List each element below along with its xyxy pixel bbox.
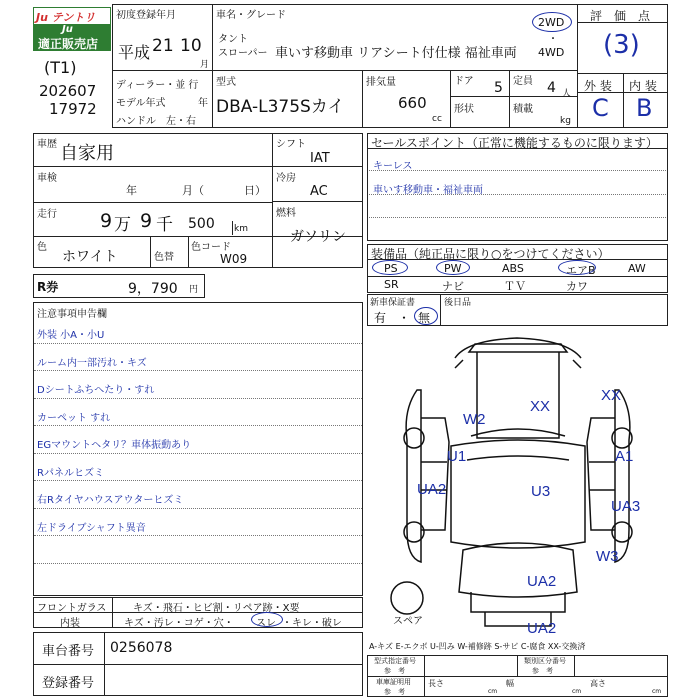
model-value: DBA-L375Sカイ xyxy=(216,97,345,117)
registration-year: 21 xyxy=(152,36,174,56)
history-value: 自家用 xyxy=(60,143,114,164)
spare-label: スペア xyxy=(393,616,423,627)
equipment-airbag-circle xyxy=(558,260,596,275)
inspection-year: 年 xyxy=(126,184,137,197)
note-item: 外装 小A・小U xyxy=(37,330,105,341)
score-value: (3) xyxy=(603,30,640,60)
equipment-ps: PS xyxy=(384,262,398,275)
warranty-value: 有 ・ xyxy=(374,311,411,325)
logo-bottom: Ju 適正販売店 xyxy=(34,24,110,50)
handle-label: ハンドル 左・右 xyxy=(116,116,196,127)
damage-mark: W2 xyxy=(463,411,486,428)
grade-sub: スローパー xyxy=(218,48,268,59)
warranty-circle xyxy=(414,307,438,325)
ac-label: 冷房 xyxy=(276,173,296,184)
model-year-unit: 年 xyxy=(198,98,208,109)
interior-cond-circle xyxy=(251,612,283,627)
inspection-month: 月（ xyxy=(182,184,204,197)
damage-mark: XX xyxy=(601,387,622,404)
grade-label: 車名・グレード xyxy=(216,10,286,21)
damage-mark: UA2 xyxy=(417,481,447,498)
equipment-pw: PW xyxy=(444,262,462,275)
damage-mark: W3 xyxy=(596,548,619,565)
sales-points-label: セールスポイント（正常に機能するものに限ります） xyxy=(371,136,658,150)
damage-mark: U3 xyxy=(531,483,551,500)
car-diagram xyxy=(367,330,668,640)
registration-era: 平成 xyxy=(118,43,151,62)
equipment-leather: カワ xyxy=(566,280,588,293)
damage-mark: UA2 xyxy=(527,620,557,637)
note-item: Dシートふちへたり・すれ xyxy=(37,385,155,396)
equipment-aw: AW xyxy=(628,262,646,275)
windshield-value: キズ・飛石・ヒビ割・リペア跡・X要 xyxy=(133,603,300,614)
drive-2wd: 2WD xyxy=(538,16,565,29)
equipment-navi: ナビ xyxy=(442,280,464,293)
equipment-tv: ＴＶ xyxy=(504,280,526,293)
exterior-value: C xyxy=(592,94,609,122)
recycle-label: R券 xyxy=(37,280,59,294)
footer-ref3: 参 考 xyxy=(384,688,405,696)
damage-legend: A-キズ E-エクボ U-凹み W-補修跡 S-サビ C-腐食 XX-交換済 xyxy=(369,642,586,651)
warranty-circled: 無 xyxy=(418,311,431,325)
footer-cert: 車庫証明用 xyxy=(376,678,411,686)
mileage-rest: 500 xyxy=(188,216,215,232)
chassis-value: 0256078 xyxy=(110,640,173,656)
reg-number-label: 登録番号 xyxy=(42,676,95,691)
logo xyxy=(33,7,111,51)
color-code: W09 xyxy=(220,252,248,266)
shift-value: IAT xyxy=(310,151,330,166)
capacity-unit: 人 xyxy=(562,89,572,99)
equipment-airbag: エアB xyxy=(566,264,596,277)
grade-full: 車いす移動車 リアシート付仕様 福祉車両 xyxy=(275,46,517,61)
footer-length: 長さ xyxy=(428,679,444,688)
footer-height: 高さ xyxy=(590,679,606,688)
load-label: 積載 xyxy=(513,104,533,115)
dealer-label: ディーラー・並 行 xyxy=(116,80,199,91)
footer-designation: 型式指定番号 xyxy=(374,657,416,665)
mileage-unit: km xyxy=(234,224,248,234)
recycle-box xyxy=(33,274,205,298)
mileage-man-num: 9 xyxy=(100,210,113,232)
doors-label: ドア xyxy=(454,76,474,87)
logo-top: Ju テントリ xyxy=(34,8,110,24)
later-label: 後日品 xyxy=(444,298,472,308)
engine-unit: cc xyxy=(432,114,442,124)
mileage-sen: 千 xyxy=(156,215,173,235)
engine-value: 660 xyxy=(398,94,427,112)
equipment-label: 装備品（純正品に限り○をつけてください） xyxy=(371,247,610,261)
inspection-label: 車検 xyxy=(37,173,57,184)
damage-mark: UA2 xyxy=(527,573,557,590)
drive-sep: ・ xyxy=(548,34,558,45)
engine-label: 排気量 xyxy=(366,77,396,88)
grade-name: タント xyxy=(218,34,248,45)
registration-label: 初度登録年月 xyxy=(116,10,176,21)
capacity-label: 定員 xyxy=(513,76,533,87)
lot-code: (T1) xyxy=(44,58,77,77)
equipment-sr: SR xyxy=(384,278,399,291)
notes-label: 注意事項申告欄 xyxy=(37,309,107,320)
note-item: カーペット すれ xyxy=(37,413,111,424)
doors-value: 5 xyxy=(494,80,503,96)
drive-2wd-circle xyxy=(532,12,572,32)
fuel-value: ガソリン xyxy=(290,229,346,245)
sales-point-item: 車いす移動車・福祉車両 xyxy=(373,185,483,196)
load-unit: kg xyxy=(560,116,571,126)
model-year-label: モデル年式 xyxy=(116,98,166,109)
fuel-label: 燃料 xyxy=(276,208,296,219)
footer-ref1: 参 考 xyxy=(384,667,405,675)
damage-mark: XX xyxy=(530,398,551,415)
footer-cm: cm xyxy=(488,688,498,695)
windshield-label: フロントガラス xyxy=(37,603,107,614)
model-label: 型式 xyxy=(216,77,236,88)
sales-point-item: キーレス xyxy=(373,161,413,172)
inspection-day: 日） xyxy=(244,184,266,197)
note-item: ルーム内一部汚れ・キズ xyxy=(37,358,147,369)
recycle-unit: 円 xyxy=(189,285,199,295)
score-label: 評 価 点 xyxy=(590,9,651,23)
color-label: 色 xyxy=(37,242,47,253)
interior-cond-circled: スレ xyxy=(256,618,276,629)
lot-number2: 17972 xyxy=(49,100,97,118)
damage-mark: U1 xyxy=(447,448,467,465)
equipment-abs: ABS xyxy=(502,262,524,275)
footer-cm: cm xyxy=(652,688,662,695)
mileage-label: 走行 xyxy=(37,209,57,220)
color-code-label: 色コード xyxy=(191,242,231,253)
registration-month-unit: 月 xyxy=(200,60,210,70)
footer-ref2: 参 考 xyxy=(532,667,553,675)
chassis-label: 車台番号 xyxy=(42,644,95,659)
color-change-label: 色替 xyxy=(154,252,174,263)
damage-mark: UA3 xyxy=(611,498,641,515)
lot-number1: 202607 xyxy=(39,82,97,100)
exterior-label: 外 装 xyxy=(584,79,612,93)
interior-label: 内 装 xyxy=(629,79,657,93)
note-item: EGマウントヘタリ？車体振動あり xyxy=(37,440,192,451)
interior-cond-label: 内装 xyxy=(60,618,80,629)
mileage-sen-num: 9 xyxy=(140,210,153,232)
warranty-label: 新車保証書 xyxy=(370,298,416,308)
ac-value: AC xyxy=(310,184,328,199)
shape-label: 形状 xyxy=(454,104,474,115)
interior-cond-post: ・キレ・破レ xyxy=(282,618,342,629)
interior-value: B xyxy=(636,94,653,122)
capacity-value: 4 xyxy=(547,80,556,96)
equipment-pw-circle xyxy=(436,260,470,275)
recycle-value: 9，790 xyxy=(128,281,178,297)
note-item: 右Rタイヤハウスアウターヒズミ xyxy=(37,495,184,506)
footer-width: 幅 xyxy=(506,679,514,688)
shift-label: シフト xyxy=(276,139,306,150)
color-value: ホワイト xyxy=(62,249,118,265)
footer-cm: cm xyxy=(572,688,582,695)
mileage-man: 万 xyxy=(114,215,131,235)
registration-month: 10 xyxy=(180,36,202,56)
history-label: 車歴 xyxy=(37,139,57,150)
note-item: Rパネルヒズミ xyxy=(37,468,104,479)
note-item: 左ドライブシャフト異音 xyxy=(37,523,146,534)
equipment-ps-circle xyxy=(372,260,408,275)
drive-4wd: 4WD xyxy=(538,46,565,59)
footer-category: 類別区分番号 xyxy=(524,657,566,665)
interior-cond-pre: キズ・汚レ・コゲ・穴・ xyxy=(124,618,234,629)
damage-mark: A1 xyxy=(615,448,634,465)
